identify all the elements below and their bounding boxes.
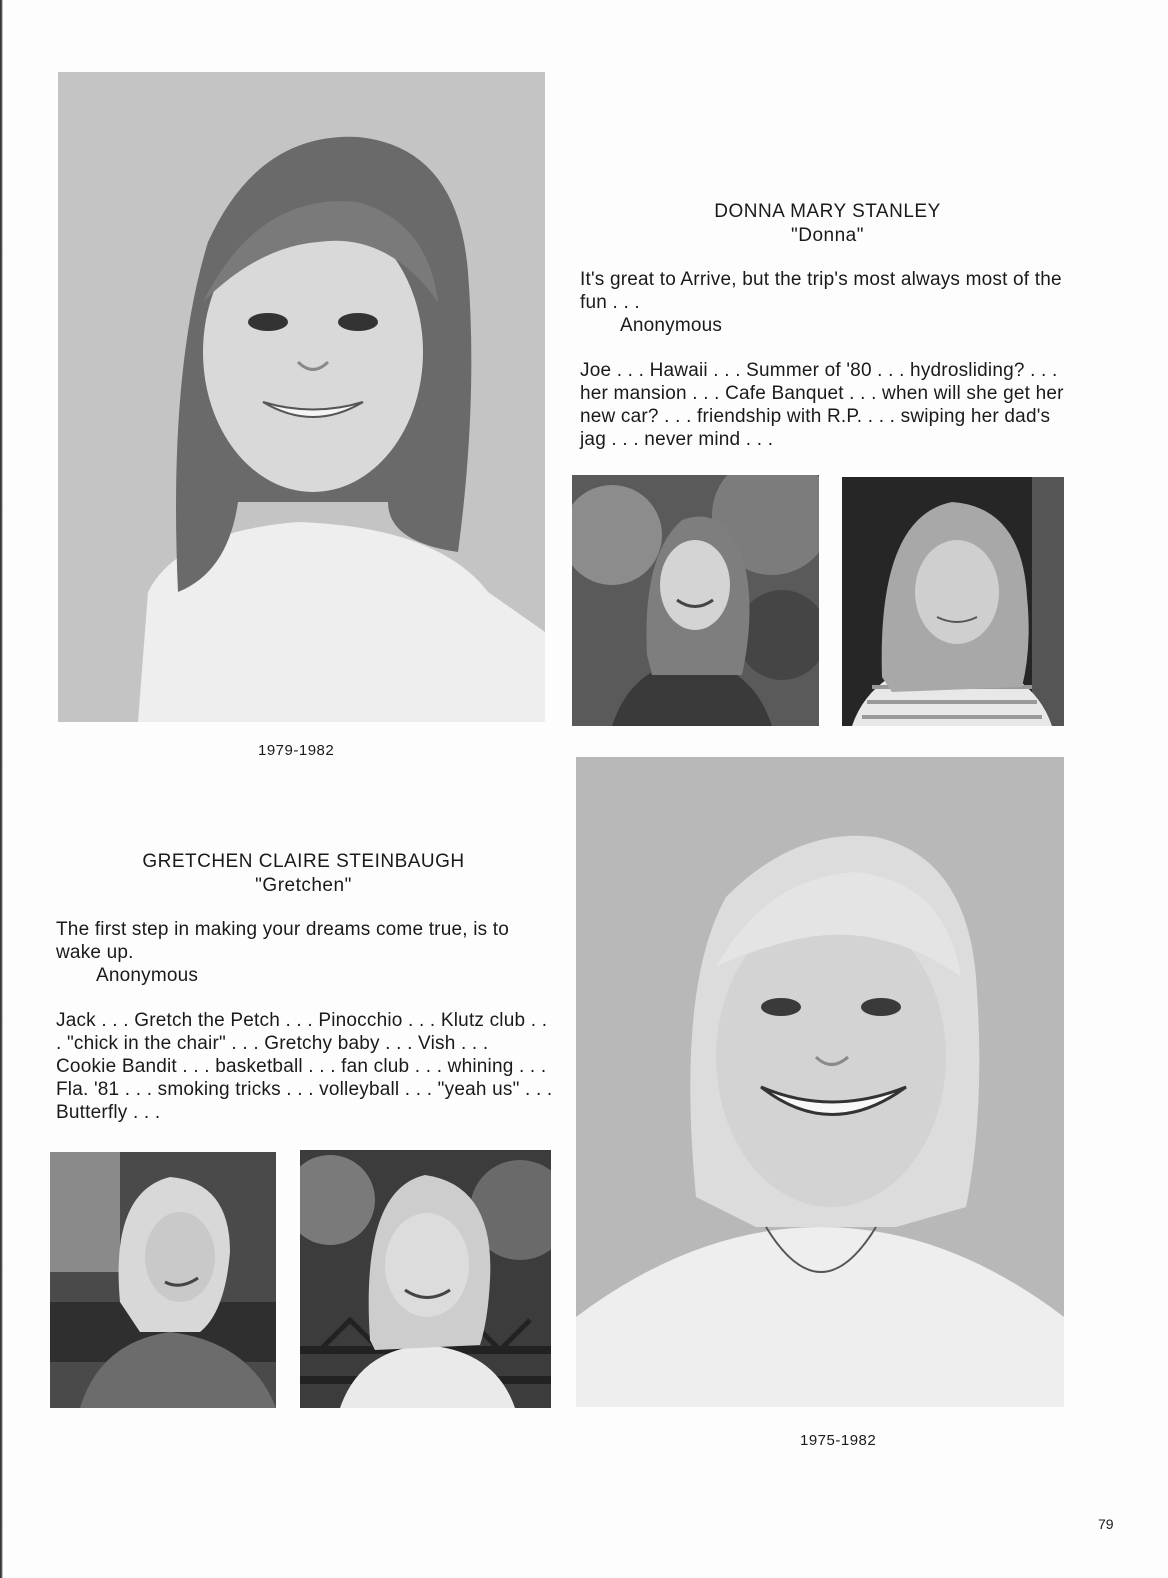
donna-memories: Joe . . . Hawaii . . . Summer of '80 . . . hydrosliding? . . . her mansion . . . Cafe Banquet . . . when will she get her new car? . . . friendship with R.P. . . . swiping her dad's jag . . . never mind . . . (580, 360, 1064, 450)
gretchen-years: 1975-1982 (800, 1432, 877, 1449)
gretchen-nickname: "Gretchen" (255, 875, 352, 896)
page-number: 79 (1098, 1516, 1114, 1532)
donna-full-name: DONNA MARY STANLEY (714, 201, 941, 222)
gretchen-text-block (56, 918, 554, 1124)
donna-text-block (580, 268, 1078, 451)
gretchen-name-block (56, 850, 551, 898)
donna-years: 1979-1982 (258, 742, 335, 759)
donna-candid-photo-2 (842, 477, 1064, 726)
donna-quote: It's great to Arrive, but the trip's most always most of the fun . . . (580, 269, 1062, 313)
gretchen-full-name: GRETCHEN CLAIRE STEINBAUGH (142, 851, 465, 872)
donna-candid-photo-1 (572, 475, 819, 726)
gretchen-memories: Jack . . . Gretch the Petch . . . Pinocchio . . . Klutz club . . . "chick in the chair" . . . Gretchy baby . . . Vish . . . Cookie Bandit . . . basketball . . . fan club . . . whining . . . Fla. '81 . . . smoking tricks . . . volleyball . . . "yeah us" . . . Butterfly . . . (56, 1010, 553, 1123)
donna-nickname: "Donna" (791, 225, 864, 246)
gretchen-candid-photo-1 (50, 1152, 276, 1408)
donna-name-block (580, 200, 1075, 248)
gretchen-quote: The first step in making your dreams come true, is to wake up. (56, 919, 510, 963)
gretchen-candid-photo-2 (300, 1150, 551, 1408)
gretchen-portrait-photo (576, 757, 1064, 1407)
page-binding-edge (0, 0, 3, 1578)
gretchen-quote-author: Anonymous (96, 965, 199, 986)
donna-portrait-photo (58, 72, 545, 722)
donna-quote-author: Anonymous (620, 315, 723, 336)
